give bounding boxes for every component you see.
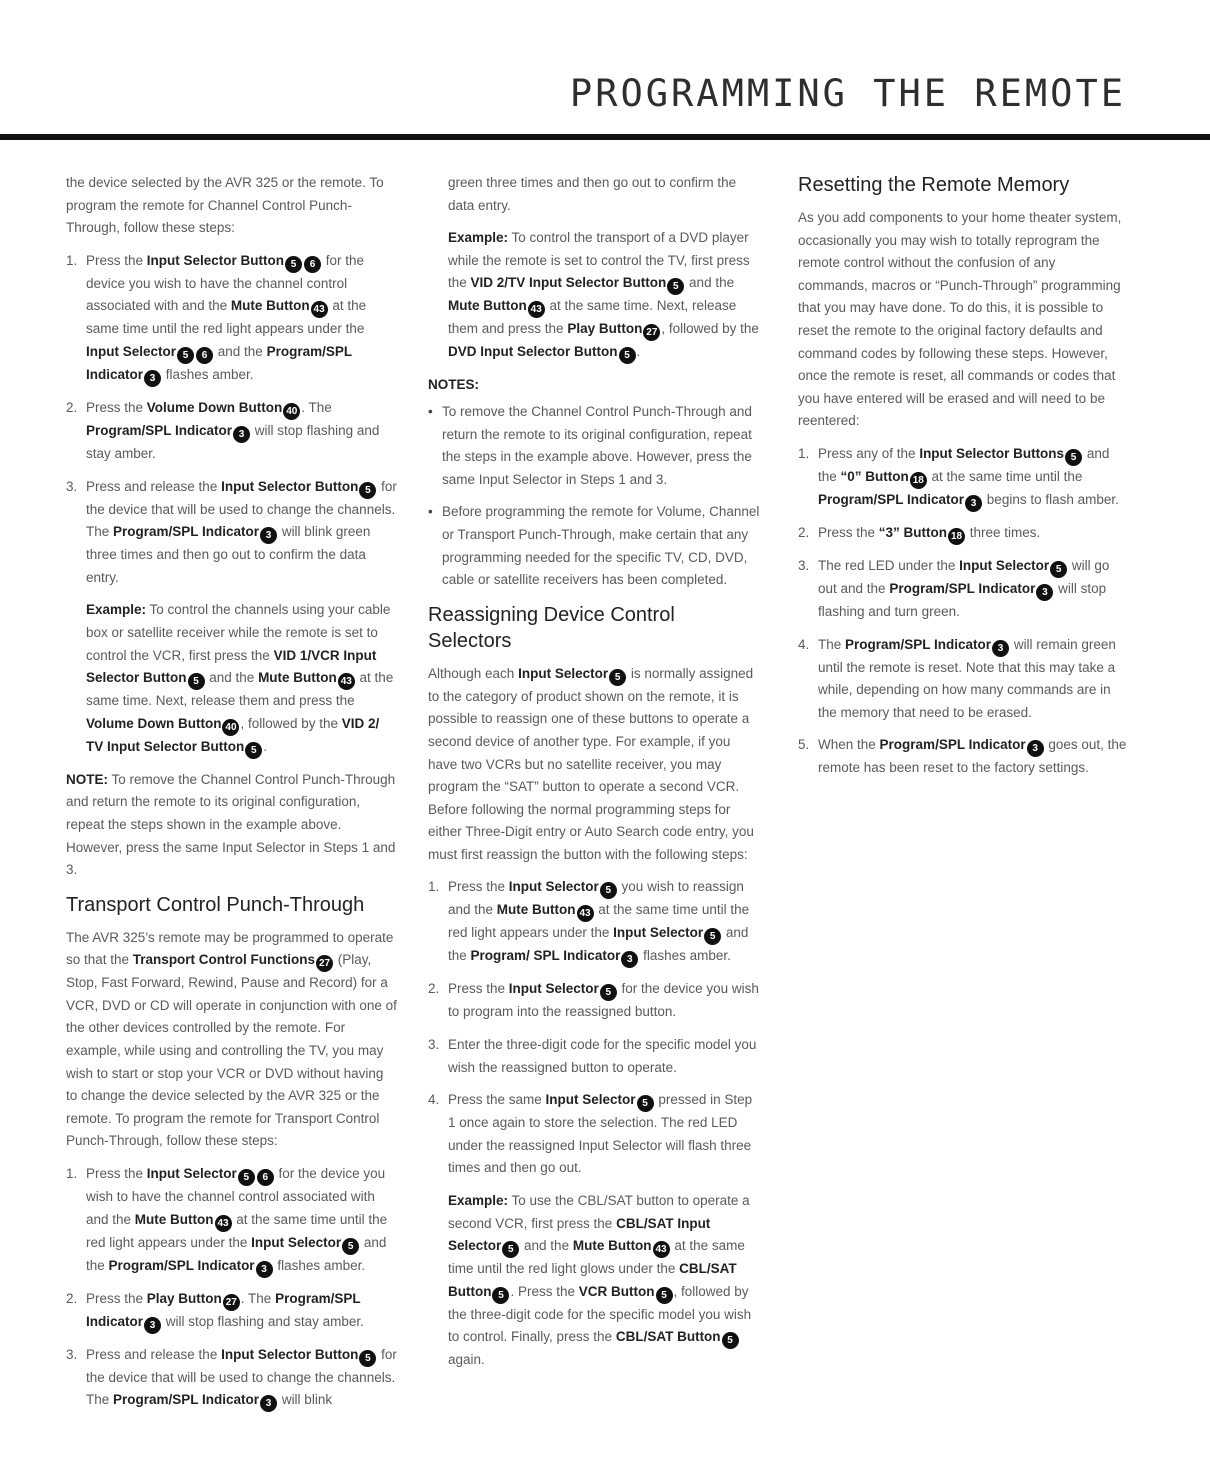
callout-number-icon: 43: [577, 905, 594, 922]
callout-number-icon: 5: [342, 1238, 359, 1255]
section-heading-resetting: Resetting the Remote Memory: [798, 174, 1070, 196]
callout-number-icon: 3: [260, 527, 277, 544]
page-header: [0, 0, 1210, 140]
continued-text: green three times and then go out to confirm the data entry.: [448, 175, 737, 213]
bold-term: Play Button: [567, 321, 643, 337]
bold-term: Input Selector: [959, 557, 1050, 573]
bold-term: Input Selector Button: [221, 1346, 359, 1362]
bold-term: Mute Button: [230, 298, 310, 314]
bold-term: Input Selector Button: [146, 252, 285, 268]
callout-number-icon: 3: [256, 1261, 273, 1278]
callout-number-icon: 43: [528, 301, 545, 318]
step-item: 1. Press the Input Selector Button 5 6 for the device you wish to have the channel control associated with and the Mute Button 43 at the same time until the red light appears under the Input Selector 5 6 and the Program/SPL Indicator 3 flashes amber.: [66, 250, 398, 387]
bold-term: Input Selector: [251, 1234, 342, 1250]
step-item: 3. Press and release the Input Selector Button 5 for the device that will be used to change the channels. The Program/SPL Indicator 3 will blink: [66, 1344, 398, 1413]
bold-term: Input Selector: [545, 1092, 636, 1108]
bold-term: Program/SPL Indicator: [889, 580, 1036, 596]
callout-number-icon: 5: [359, 482, 376, 499]
bold-term: Program/SPL Indicator: [818, 491, 965, 507]
bold-term: Program/SPL Indicator: [86, 343, 352, 382]
callout-number-icon: 3: [233, 426, 250, 443]
bold-term: Example:: [448, 230, 509, 246]
callout-number-icon: 5: [238, 1169, 255, 1186]
bold-term: Program/SPL Indicator: [86, 422, 233, 438]
bold-term: Input Selector: [86, 343, 177, 359]
bold-term: “3” Button: [878, 524, 948, 540]
callout-number-icon: 5: [704, 928, 721, 945]
notes-label: NOTES:: [428, 377, 480, 393]
bold-term: Program/SPL Indicator: [845, 636, 992, 652]
callout-number-icon: 3: [1027, 740, 1044, 757]
callout-number-icon: 43: [215, 1215, 232, 1232]
step-item: 1. Press the Input Selector 5 6 for the device you wish to have the channel control associated with and the Mute Button 43 at the same time until the red light appears under the Input Selector 5 and the Program/SPL Indicator 3 flashes amber.: [66, 1163, 398, 1278]
channel-steps-list: [66, 250, 398, 590]
column-2: [428, 172, 762, 1382]
bold-term: Program/SPL Indicator: [108, 1257, 255, 1273]
callout-number-icon: 3: [621, 951, 638, 968]
section-heading-transport: Transport Control Punch-Through: [66, 893, 365, 916]
resetting-steps-list: [798, 443, 1128, 780]
bold-term: Input Selector Button: [221, 478, 359, 494]
bold-term: Program/SPL Indicator: [113, 524, 260, 540]
callout-number-icon: 43: [653, 1241, 670, 1258]
callout-number-icon: 27: [223, 1294, 240, 1311]
bold-term: CBL/SAT Button: [615, 1329, 721, 1345]
callout-number-icon: 18: [910, 472, 927, 489]
bold-term: Input Selector: [508, 879, 599, 895]
bold-term: Program/SPL Indicator: [86, 1290, 361, 1329]
step-item: 4. The Program/SPL Indicator 3 will remain green until the remote is reset. Note that this may take a while, depending on how many commands are in the memory that need to be erased.: [798, 634, 1128, 725]
callout-number-icon: 5: [245, 742, 262, 759]
bold-term: Mute Button: [496, 902, 576, 918]
bold-term: VID 1/VCR Input Selector Button: [86, 647, 377, 686]
bold-term: Example:: [86, 602, 147, 618]
callout-number-icon: 5: [1065, 449, 1082, 466]
bold-term: Program/SPL Indicator: [113, 1392, 260, 1408]
callout-number-icon: 27: [316, 955, 333, 972]
step-item: 3. The red LED under the Input Selector 5 will go out and the Program/SPL Indicator 3 will stop flashing and turn green.: [798, 555, 1128, 624]
bold-term: Input Selector: [613, 925, 704, 941]
callout-number-icon: 5: [188, 673, 205, 690]
bold-term: Mute Button: [448, 298, 527, 314]
note-item: • To remove the Channel Control Punch-Through and return the remote to its original configuration, repeat the steps in the example above. However, press the same Input Selector in Steps 1 and 3.: [428, 401, 762, 491]
intro-paragraph: the device selected by the AVR 325 or the remote. To program the remote for Channel Control Punch-Through, follow these steps:: [66, 175, 384, 236]
bold-term: CBL/SAT Button: [448, 1261, 737, 1299]
bold-term: Mute Button: [572, 1238, 652, 1254]
callout-number-icon: 5: [619, 347, 636, 364]
bold-term: Volume Down Button: [146, 399, 283, 415]
callout-number-icon: 3: [144, 370, 161, 387]
step-item: 4. Press the same Input Selector 5 pressed in Step 1 once again to store the selection. The red LED under the reassigned Input Selector will flash three times and then go out.: [428, 1089, 762, 1180]
callout-number-icon: 5: [177, 347, 194, 364]
callout-number-icon: 5: [656, 1287, 673, 1304]
callout-number-icon: 43: [338, 673, 355, 690]
callout-number-icon: 5: [609, 669, 626, 686]
callout-number-icon: 40: [283, 403, 300, 420]
step-item: 2. Press the “3” Button 18 three times.: [798, 522, 1128, 545]
resetting-intro-paragraph: As you add components to your home theater system, occasionally you may wish to totally reprogram the remote control without the confusion of any commands, macros or “Punch-Through” programming that you may have done. To do this, it is possible to reset the remote to the original factory defaults and command codes by following these steps. However, once the remote is reset, all commands or codes that you have entered will be erased and will need to be reentered:: [798, 210, 1122, 429]
bold-term: Mute Button: [134, 1211, 214, 1227]
bold-term: CBL/SAT Input Selector: [448, 1215, 711, 1254]
page-title: PROGRAMMING THE REMOTE: [569, 72, 1126, 115]
notes-list: [428, 401, 762, 592]
step-item: 1. Press any of the Input Selector Buttons 5 and the “0” Button 18 at the same time until the Program/SPL Indicator 3 begins to flash amber.: [798, 443, 1128, 512]
bold-term: Transport Control Functions: [132, 952, 316, 968]
bold-term: VID 2/TV Input Selector Button: [470, 275, 667, 291]
callout-number-icon: 6: [257, 1169, 274, 1186]
transport-steps-list: [66, 1163, 398, 1412]
column-1: [66, 172, 398, 1422]
transport-intro-paragraph: The AVR 325’s remote may be programmed to operate so that the Transport Control Functions 27 (Play, Stop, Fast Forward, Rewind, Pause and Record) for a VCR, DVD or CD will operate in conjunction with one of the other devices controlled by the remote. For example, while using and controlling the TV, you may wish to start or stop your VCR or DVD without having to change the device selected by the AVR 325 or the remote. To program the remote for Transport Control Punch-Through, follow these steps:: [66, 929, 397, 1149]
step-item: 2. Press the Play Button 27 . The Program/SPL Indicator 3 will stop flashing and stay amber.: [66, 1288, 398, 1334]
bold-term: Mute Button: [258, 670, 337, 686]
step-item: 3. Press and release the Input Selector Button 5 for the device that will be used to change the channels. The Program/SPL Indicator 3 will blink green three times and then go out to confirm the data entry.: [66, 476, 398, 590]
bold-term: Input Selector Buttons: [919, 445, 1065, 461]
bold-term: Input Selector: [518, 665, 609, 681]
callout-number-icon: 5: [285, 256, 302, 273]
callout-number-icon: 3: [992, 640, 1009, 657]
callout-number-icon: 43: [311, 301, 328, 318]
bold-term: “0” Button: [840, 468, 909, 484]
callout-number-icon: 5: [1050, 561, 1067, 578]
bold-term: VCR Button: [578, 1283, 655, 1299]
bold-term: Input Selector: [508, 981, 599, 997]
callout-number-icon: 18: [948, 528, 965, 545]
callout-number-icon: 6: [196, 347, 213, 364]
section-heading-reassigning: Reassigning Device Control Selectors: [428, 603, 675, 652]
example-paragraph: Example: To control the channels using your cable box or satellite receiver while the remote is set to control the VCR, first press the VID 1/VCR Input Selector Button 5 and the Mute Button 43 at the same time. Next, release them and press the Volume Down Button 40 , followed by the VID 2/ TV Input Selector Button 5 .: [66, 599, 398, 758]
callout-number-icon: 6: [304, 256, 321, 273]
note-paragraph: NOTE: To remove the Channel Control Punch-Through and return the remote to its original configuration, repeat the steps shown in the example above. However, press the same Input Selector in Steps 1 and 3.: [66, 771, 396, 878]
bold-term: Example:: [448, 1193, 509, 1209]
reassigning-intro-paragraph: Although each Input Selector 5 is normally assigned to the category of product shown on the remote, it is possible to reassign one of these buttons to operate a second device of another type. For example, if you have two VCRs but no satellite receiver, you may program the “SAT” button to operate a second VCR. Before following the normal programming steps for either Three-Digit entry or Auto Search code entry, you must first reassign the button with the following steps:: [428, 665, 754, 862]
callout-number-icon: 5: [359, 1350, 376, 1367]
step-item: 5. When the Program/SPL Indicator 3 goes out, the remote has been reset to the factory settings.: [798, 734, 1128, 780]
bold-term: DVD Input Selector Button: [448, 344, 618, 360]
callout-number-icon: 5: [637, 1095, 654, 1112]
bold-term: Volume Down Button: [86, 715, 222, 731]
bold-term: Program/SPL Indicator: [879, 737, 1026, 753]
example-paragraph: Example: To control the transport of a DVD player while the remote is set to control the TV, first press the VID 2/TV Input Selector Button 5 and the Mute Button 43 at the same time. Next, release them and press the Play Button 27 , followed by the DVD Input Selector Button 5 .: [428, 227, 762, 364]
reassigning-steps-list: [428, 876, 762, 1180]
callout-number-icon: 5: [600, 882, 617, 899]
step-item: 1. Press the Input Selector 5 you wish to reassign and the Mute Button 43 at the same time until the red light appears under the Input Selector 5 and the Program/ SPL Indicator 3 flashes amber.: [428, 876, 762, 968]
callout-number-icon: 3: [1036, 584, 1053, 601]
note-item: • Before programming the remote for Volume, Channel or Transport Punch-Through, make certain that any programming needed for the specific TV, CD, DVD, cable or satellite receivers has been completed.: [428, 501, 762, 591]
callout-number-icon: 5: [722, 1332, 739, 1349]
bold-term: Input Selector: [146, 1166, 237, 1182]
column-3: [798, 172, 1128, 790]
bold-term: Play Button: [146, 1290, 222, 1306]
step-item: 3. Enter the three-digit code for the specific model you wish the reassigned button to operate.: [428, 1034, 762, 1079]
callout-number-icon: 3: [260, 1395, 277, 1412]
step-item: 2. Press the Input Selector 5 for the device you wish to program into the reassigned button.: [428, 978, 762, 1024]
callout-number-icon: 5: [502, 1241, 519, 1258]
callout-number-icon: 27: [643, 324, 660, 341]
callout-number-icon: 3: [144, 1317, 161, 1334]
callout-number-icon: 5: [492, 1287, 509, 1304]
callout-number-icon: 5: [600, 984, 617, 1001]
example-paragraph: Example: To use the CBL/SAT button to operate a second VCR, first press the CBL/SAT Input Selector 5 and the Mute Button 43 at the same time until the red light glows under the CBL/SAT Button 5 . Press the VCR Button 5 , followed by the three-digit code for the specific model you wish to control. Finally, press the CBL/SAT Button 5 again.: [448, 1193, 752, 1368]
callout-number-icon: 5: [667, 278, 684, 295]
bold-term: Program/ SPL Indicator: [470, 948, 621, 964]
bold-term: VID 2/ TV Input Selector Button: [86, 715, 380, 754]
step-item: 2. Press the Volume Down Button 40 . The Program/SPL Indicator 3 will stop flashing and stay amber.: [66, 397, 398, 466]
callout-number-icon: 40: [222, 719, 239, 736]
callout-number-icon: 3: [965, 495, 982, 512]
header-rule: [0, 134, 1210, 140]
bold-term: NOTE:: [66, 771, 108, 787]
